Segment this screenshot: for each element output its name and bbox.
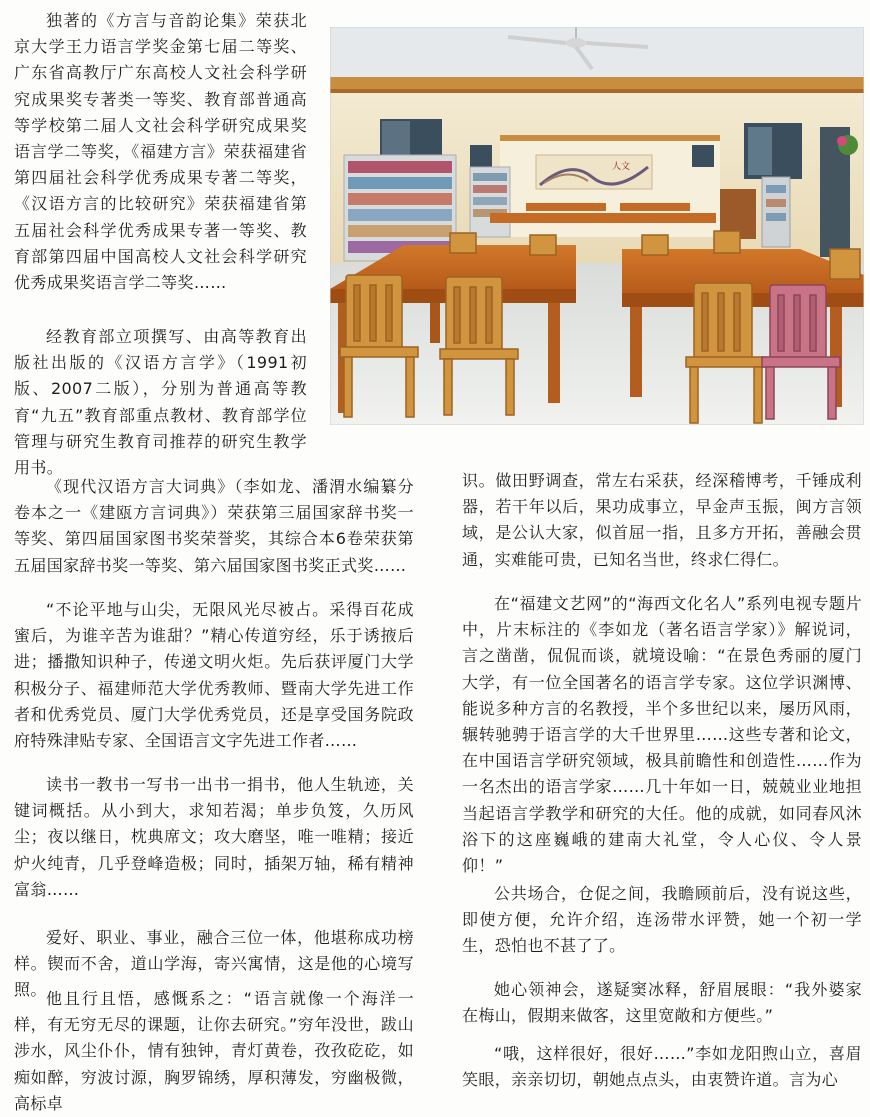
wall-sign-text: 人文 [612, 162, 631, 172]
left-paragraph-5: 读书一教书一写书一出书一捐书，他人生轨迹，关键词概括。从小到大，求知若渴；单步负笈，久历风尘；夜以继日，枕典席文；攻大磨坚，唯一唯精；接近炉火纯青，几乎登峰造极；同时，插架万轴，稀有精神富翁…… [14, 775, 414, 899]
left-paragraph-7: 他且行且悟，感慨系之：“语言就像一个海洋一样，有无穷无尽的课题，让你去研究。”穷年没世，跋山涉水，风尘仆仆，情有独钟，青灯黄卷，孜孜矻矻，如痴如醉，穷波讨源，胸罗锦绣，厚积薄发，穷幽极微，高标卓 [14, 989, 414, 1113]
left-paragraph-2: 经教育部立项撰写、由高等教育出版社出版的《汉语方言学》（1991初版、2007二版），分别为普通高等教育“九五”教育部重点教材、教育部学位管理与研究生教育司推荐的研究生教学用书。 [14, 327, 307, 478]
left-paragraph-3: 《现代汉语方言大词典》（李如龙、潘渭水编纂分卷本之一《建瓯方言词典》）荣获第三届国家辞书奖一等奖、第四届国家图书奖荣誉奖，其综合本6卷荣获第五届国家辞书奖一等奖、第六届国家图书奖正式奖…… [14, 477, 414, 575]
right-paragraph-2: 在“福建文艺网”的“海西文化名人”系列电视专题片中，片末标注的《李如龙（著名语言学家）》解说词，言之凿凿，侃侃而谈，就境设喻：“在景色秀丽的厦门大学，有一位全国著名的语言学专家。这位学识渊博、能说多种方言的名教授，半个多世纪以来，屡历风雨，辗转驰骋于语言学的大千世界里……这些专著和论文，在中国语言学研究领域，极具前瞻性和创造性……作为一名杰出的语言学家……几十年如一日，兢兢业业地担当起语言学教学和研究的大任。他的成就，如同春风沐浴下的这座巍峨的建南大礼堂，令人心仪、令人景仰！” [462, 594, 862, 876]
left-paragraph-1: 独著的《方言与音韵论集》荣获北京大学王力语言学奖金第七届二等奖、广东省高教厅广东高校人文社会科学研究成果奖专著类一等奖、教育部普通高等学校第二届人文社会科学研究成果奖语言学二等奖，《福建方言》荣获福建省第四届社会科学优秀成果专著二等奖，《汉语方言的比较研究》荣获福建省第五届社会科学优秀成果专著一等奖、教育部第四届中国高校人文社会科学研究优秀成果奖语言学二等奖…… [14, 11, 307, 293]
right-paragraph-3: 公共场合，仓促之间，我瞻顾前后，没有说这些，即使方便，允许介绍，连汤带水评赞，她一个初一学生，恐怕也不甚了了。 [462, 884, 862, 956]
left-paragraph-4: “不论平地与山尖，无限风光尽被占。采得百花成蜜后，为谁辛苦为谁甜？”精心传道穷经，乐于诱掖后进；播撒知识种子，传递文明火炬。先后获评厦门大学积极分子、福建师范大学优秀教师、暨南大学先进工作者和优秀党员、厦门大学优秀党员，还是享受国务院政府特殊津贴专家、全国语言文字先进工作者…… [14, 600, 414, 751]
reading-room-photo [330, 27, 864, 425]
right-paragraph-4: 她心领神会，遂疑窦冰释，舒眉展眼：“我外婆家在梅山，假期来做客，这里宽敞和方便些。” [462, 980, 862, 1026]
right-paragraph-5: “哦，这样很好，很好……”李如龙阳煦山立，喜眉笑眼，亲亲切切，朝她点点头，由衷赞许道。言为心 [462, 1044, 862, 1090]
right-paragraph-1: 识。做田野调查，常左右采获，经深稽博考，千锤成利器，若干年以后，果功成事立，早金声玉振，闽方言领域，是公认大家，似首屈一指，且多方开拓，善融会贯通，实难能可贵，已知名当世，终求仁得仁。 [462, 471, 862, 569]
left-paragraph-6: 爱好、职业、事业，融合三位一体，他堪称成功榜样。锲而不舍，道山学海，寄兴寓情，这是他的心境写照。 [14, 928, 414, 1000]
wall-mural [536, 155, 652, 189]
